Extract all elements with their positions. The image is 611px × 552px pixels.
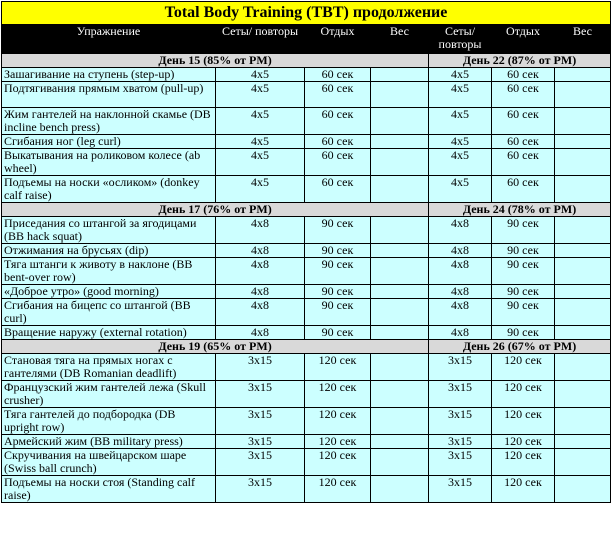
rest-right: 90 сек xyxy=(492,326,555,340)
rest-left: 90 сек xyxy=(305,244,371,258)
exercise-row xyxy=(2,476,611,503)
sets-left: 3x15 xyxy=(216,449,305,476)
rest-left: 60 сек xyxy=(305,82,371,108)
header-sets-left: Сеты/ повторы xyxy=(216,25,305,54)
rest-left: 90 сек xyxy=(305,299,371,326)
exercise-row xyxy=(2,108,611,135)
weight-left xyxy=(371,244,429,258)
rest-right: 60 сек xyxy=(492,108,555,135)
rest-left: 60 сек xyxy=(305,176,371,203)
rest-right: 90 сек xyxy=(492,217,555,244)
rest-right: 90 сек xyxy=(492,285,555,299)
rest-left: 120 сек xyxy=(305,476,371,503)
weight-right xyxy=(555,435,611,449)
sets-left: 4x8 xyxy=(216,285,305,299)
weight-left xyxy=(371,149,429,176)
sets-left: 4x8 xyxy=(216,299,305,326)
exercise-row xyxy=(2,176,611,203)
exercise-row xyxy=(2,354,611,381)
header-row xyxy=(2,25,611,54)
weight-left xyxy=(371,435,429,449)
weight-left xyxy=(371,476,429,503)
sets-right: 3x15 xyxy=(429,408,492,435)
weight-right xyxy=(555,217,611,244)
table-title: Total Body Training (TBT) продолжение xyxy=(2,2,611,25)
sets-right: 4x8 xyxy=(429,217,492,244)
sets-right: 4x5 xyxy=(429,108,492,135)
sets-left: 4x5 xyxy=(216,176,305,203)
exercise-row xyxy=(2,285,611,299)
sets-right: 3x15 xyxy=(429,354,492,381)
rest-left: 120 сек xyxy=(305,354,371,381)
rest-left: 60 сек xyxy=(305,68,371,82)
sets-left: 3x15 xyxy=(216,435,305,449)
rest-right: 120 сек xyxy=(492,381,555,408)
sets-right: 3x15 xyxy=(429,476,492,503)
exercise-name: Сгибания ног (leg curl) xyxy=(2,135,216,149)
rest-left: 60 сек xyxy=(305,135,371,149)
rest-right: 60 сек xyxy=(492,149,555,176)
rest-left: 120 сек xyxy=(305,435,371,449)
weight-right xyxy=(555,449,611,476)
sets-right: 4x5 xyxy=(429,135,492,149)
exercise-row xyxy=(2,68,611,82)
weight-right xyxy=(555,258,611,285)
exercise-name: Выкатывания на роликовом колесе (ab wheel) xyxy=(2,149,216,176)
header-sets-right: Сеты/ повторы xyxy=(429,25,492,54)
sets-left: 4x8 xyxy=(216,244,305,258)
sets-left: 3x15 xyxy=(216,408,305,435)
rest-right: 120 сек xyxy=(492,449,555,476)
weight-left xyxy=(371,82,429,108)
weight-left xyxy=(371,408,429,435)
rest-right: 120 сек xyxy=(492,354,555,381)
day-header-row xyxy=(2,54,611,68)
rest-right: 90 сек xyxy=(492,244,555,258)
header-rest-left: Отдых xyxy=(305,25,371,54)
sets-right: 4x5 xyxy=(429,149,492,176)
sets-right: 3x15 xyxy=(429,435,492,449)
weight-left xyxy=(371,135,429,149)
sets-left: 4x5 xyxy=(216,135,305,149)
sets-left: 4x8 xyxy=(216,326,305,340)
weight-right xyxy=(555,82,611,108)
exercise-name: Французский жим гантелей лежа (Skull crusher) xyxy=(2,381,216,408)
weight-left xyxy=(371,381,429,408)
rest-right: 60 сек xyxy=(492,135,555,149)
sets-left: 4x5 xyxy=(216,108,305,135)
weight-right xyxy=(555,299,611,326)
exercise-row xyxy=(2,299,611,326)
sets-right: 4x5 xyxy=(429,68,492,82)
weight-right xyxy=(555,135,611,149)
sets-left: 4x8 xyxy=(216,217,305,244)
weight-right xyxy=(555,149,611,176)
day-label-left: День 17 (76% от PM) xyxy=(2,203,429,217)
title-row xyxy=(2,2,611,25)
exercise-name: Становая тяга на прямых ногах с гантелями (DB Romanian deadlift) xyxy=(2,354,216,381)
exercise-row xyxy=(2,258,611,285)
training-table xyxy=(1,1,611,503)
exercise-row xyxy=(2,149,611,176)
rest-left: 120 сек xyxy=(305,449,371,476)
weight-right xyxy=(555,176,611,203)
sets-right: 4x8 xyxy=(429,244,492,258)
day-label-right: День 24 (78% от PM) xyxy=(429,203,611,217)
exercise-row xyxy=(2,381,611,408)
exercise-row xyxy=(2,244,611,258)
exercise-name: Тяга штанги к животу в наклоне (BB bent-over row) xyxy=(2,258,216,285)
exercise-row xyxy=(2,449,611,476)
rest-left: 60 сек xyxy=(305,149,371,176)
exercise-name: Сгибания на бицепс со штангой (BB curl) xyxy=(2,299,216,326)
sets-right: 4x8 xyxy=(429,326,492,340)
sets-left: 4x8 xyxy=(216,258,305,285)
sets-right: 4x8 xyxy=(429,299,492,326)
exercise-name: Приседания со штангой за ягодицами (BB hack squat) xyxy=(2,217,216,244)
exercise-name: Отжимания на брусьях (dip) xyxy=(2,244,216,258)
weight-left xyxy=(371,326,429,340)
weight-left xyxy=(371,285,429,299)
sets-left: 4x5 xyxy=(216,68,305,82)
header-weight-left: Вес xyxy=(371,25,429,54)
exercise-row xyxy=(2,435,611,449)
weight-left xyxy=(371,176,429,203)
rest-right: 90 сек xyxy=(492,299,555,326)
rest-right: 60 сек xyxy=(492,82,555,108)
day-label-right: День 22 (87% от PM) xyxy=(429,54,611,68)
rest-right: 90 сек xyxy=(492,258,555,285)
exercise-name: Подъемы на носки «осликом» (donkey calf raise) xyxy=(2,176,216,203)
weight-left xyxy=(371,299,429,326)
weight-left xyxy=(371,354,429,381)
sets-left: 3x15 xyxy=(216,381,305,408)
sets-left: 3x15 xyxy=(216,354,305,381)
day-header-row xyxy=(2,340,611,354)
weight-right xyxy=(555,476,611,503)
sets-right: 4x5 xyxy=(429,176,492,203)
exercise-name: Тяга гантелей до подбородка (DB upright row) xyxy=(2,408,216,435)
header-weight-right: Вес xyxy=(555,25,611,54)
exercise-row xyxy=(2,82,611,108)
weight-right xyxy=(555,108,611,135)
weight-left xyxy=(371,258,429,285)
day-header-row xyxy=(2,203,611,217)
exercise-row xyxy=(2,408,611,435)
rest-left: 90 сек xyxy=(305,217,371,244)
sets-left: 4x5 xyxy=(216,149,305,176)
weight-right xyxy=(555,408,611,435)
rest-right: 120 сек xyxy=(492,476,555,503)
rest-left: 120 сек xyxy=(305,408,371,435)
header-rest-right: Отдых xyxy=(492,25,555,54)
weight-left xyxy=(371,68,429,82)
rest-left: 120 сек xyxy=(305,381,371,408)
exercise-name: Вращение наружу (external rotation) xyxy=(2,326,216,340)
rest-left: 90 сек xyxy=(305,285,371,299)
exercise-row xyxy=(2,326,611,340)
exercise-name: Скручивания на швейцарском шаре (Swiss ball crunch) xyxy=(2,449,216,476)
weight-left xyxy=(371,108,429,135)
rest-right: 60 сек xyxy=(492,176,555,203)
rest-left: 60 сек xyxy=(305,108,371,135)
weight-left xyxy=(371,449,429,476)
rest-left: 90 сек xyxy=(305,258,371,285)
exercise-name: Подтягивания прямым хватом (pull-up) xyxy=(2,82,216,108)
weight-right xyxy=(555,68,611,82)
day-label-left: День 15 (85% от PM) xyxy=(2,54,429,68)
exercise-name: Подъемы на носки стоя (Standing calf raise) xyxy=(2,476,216,503)
rest-right: 60 сек xyxy=(492,68,555,82)
sets-right: 3x15 xyxy=(429,381,492,408)
rest-right: 120 сек xyxy=(492,408,555,435)
header-exercise: Упражнение xyxy=(2,25,216,54)
sets-left: 4x5 xyxy=(216,82,305,108)
weight-right xyxy=(555,244,611,258)
sets-right: 4x8 xyxy=(429,285,492,299)
sets-right: 4x5 xyxy=(429,82,492,108)
rest-right: 120 сек xyxy=(492,435,555,449)
weight-right xyxy=(555,354,611,381)
weight-right xyxy=(555,285,611,299)
exercise-row xyxy=(2,135,611,149)
weight-right xyxy=(555,381,611,408)
rest-left: 90 сек xyxy=(305,326,371,340)
sets-left: 3x15 xyxy=(216,476,305,503)
day-label-right: День 26 (67% от PM) xyxy=(429,340,611,354)
weight-right xyxy=(555,326,611,340)
sets-right: 3x15 xyxy=(429,449,492,476)
exercise-name: Жим гантелей на наклонной скамье (DB incline bench press) xyxy=(2,108,216,135)
exercise-name: Зашагивание на ступень (step-up) xyxy=(2,68,216,82)
exercise-row xyxy=(2,217,611,244)
weight-left xyxy=(371,217,429,244)
day-label-left: День 19 (65% от PM) xyxy=(2,340,429,354)
sets-right: 4x8 xyxy=(429,258,492,285)
exercise-name: «Доброе утро» (good morning) xyxy=(2,285,216,299)
exercise-name: Армейский жим (BB military press) xyxy=(2,435,216,449)
